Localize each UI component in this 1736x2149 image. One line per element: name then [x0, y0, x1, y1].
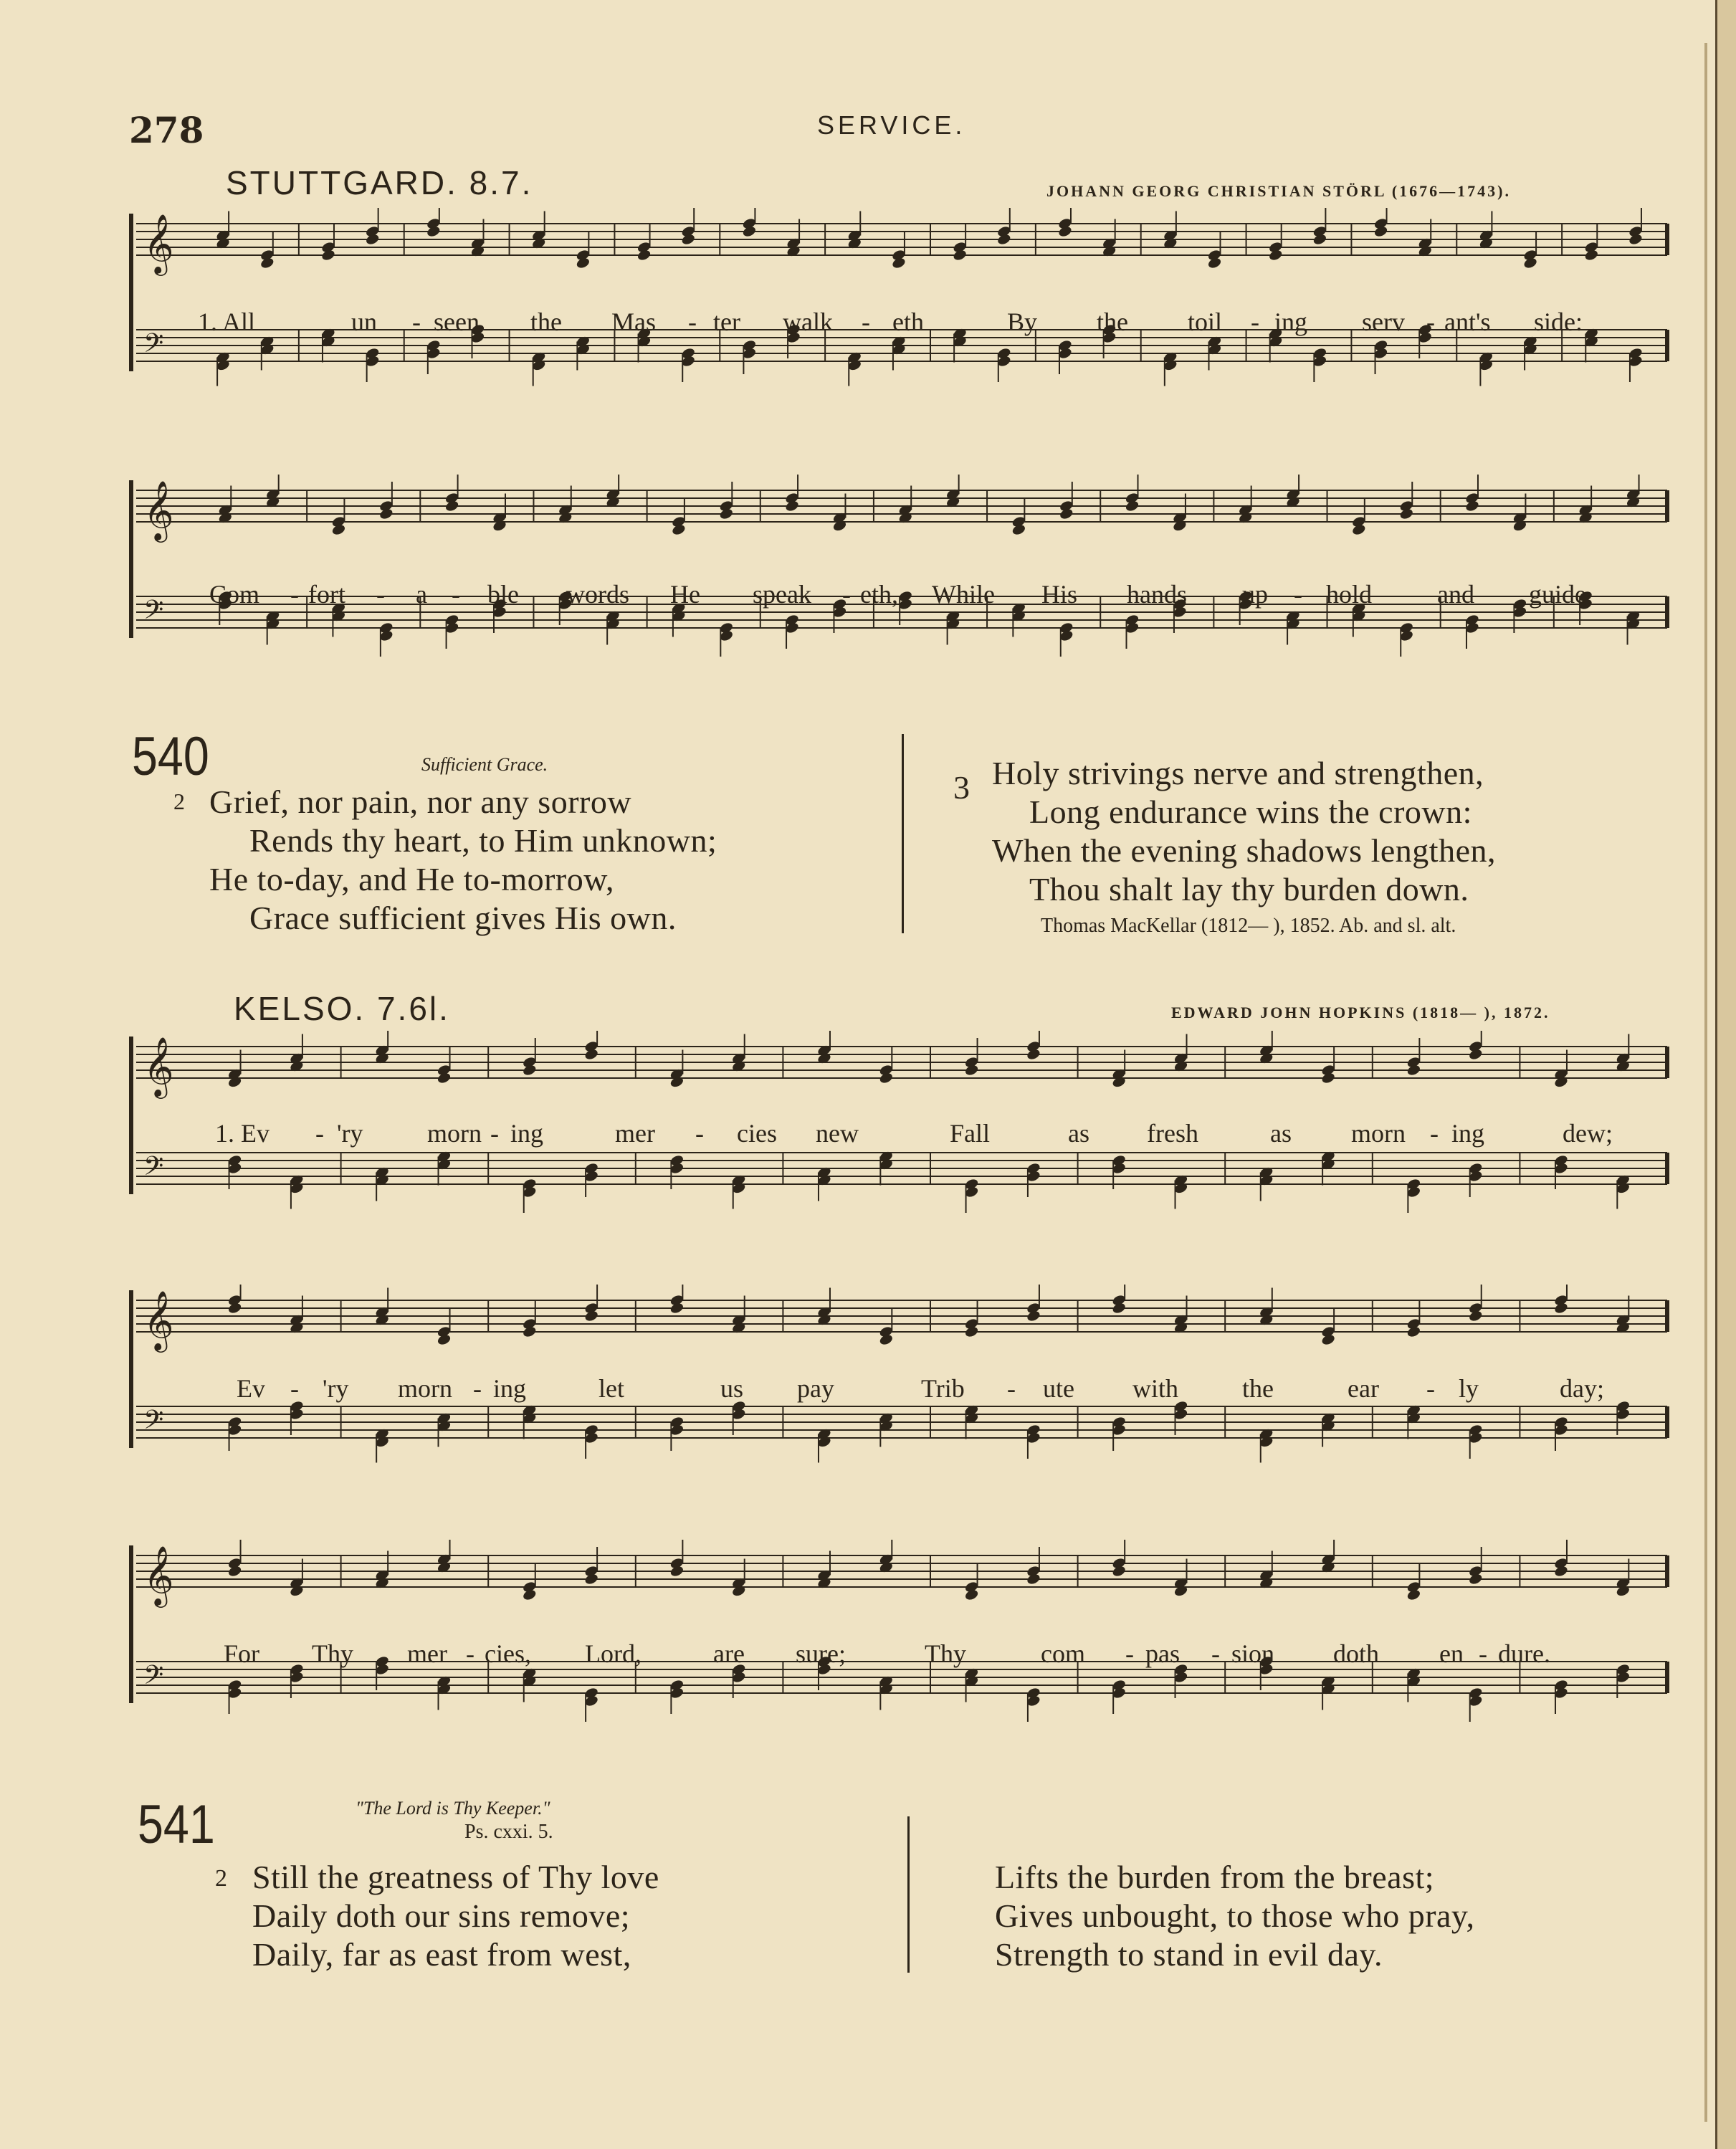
lyric: - — [1125, 1639, 1134, 1668]
tune-name-kelso: KELSO. 7.6l. — [234, 990, 450, 1027]
lyric: sure; — [796, 1639, 846, 1668]
lyric: By — [1007, 308, 1038, 336]
lyric: toil — [1188, 308, 1223, 336]
lyric: the — [1097, 308, 1128, 336]
treble-clef-icon: 𝄞 — [143, 1036, 174, 1096]
lyric: ant's — [1444, 308, 1491, 336]
verse-line: Daily doth our sins remove; — [252, 1897, 631, 1934]
lyric: - — [466, 1639, 474, 1668]
lyric: ing — [1451, 1119, 1485, 1148]
lyric: 1. Ev — [215, 1119, 270, 1148]
lyric: fresh — [1147, 1119, 1198, 1148]
lyric: eth — [892, 308, 924, 336]
lyric: com — [1041, 1639, 1085, 1668]
page-edge-shadow — [1704, 43, 1707, 2122]
lyric: - — [376, 580, 385, 609]
verse-line: Gives unbought, to those who pray, — [995, 1897, 1475, 1934]
lyric: en — [1439, 1639, 1464, 1668]
verse-line: He to-day, and He to-morrow, — [209, 861, 614, 897]
lyric: Ev — [237, 1374, 265, 1403]
treble-clef-icon: 𝄞 — [143, 480, 174, 540]
lyric: - — [1294, 580, 1302, 609]
lyric: - — [1479, 1639, 1487, 1668]
lyric: ing — [493, 1374, 527, 1403]
stanza-number: 3 — [953, 769, 970, 806]
lyric: eth, — [860, 580, 898, 609]
lyric: Mas — [611, 308, 656, 336]
verse-line: Rends thy heart, to Him unknown; — [249, 822, 717, 859]
lyric: dew; — [1563, 1119, 1613, 1148]
lyric: us — [720, 1374, 744, 1403]
lyric: - — [412, 308, 421, 336]
treble-clef-icon: 𝄞 — [143, 1545, 174, 1605]
lyric: seen — [434, 308, 480, 336]
lyric: Thy — [925, 1639, 966, 1668]
lyric: - — [315, 1119, 324, 1148]
lyric: - — [1430, 1119, 1439, 1148]
column-divider — [907, 1816, 910, 1973]
lyric: ear — [1348, 1374, 1379, 1403]
lyric: Lord, — [585, 1639, 642, 1668]
lyric: - — [1426, 1374, 1435, 1403]
lyric: - — [1251, 308, 1259, 336]
lyric: Fall — [950, 1119, 991, 1148]
system-brace — [129, 1545, 133, 1703]
bass-clef-icon: 𝄢 — [143, 1405, 164, 1442]
hymn-number-541: 541 — [138, 1794, 215, 1855]
lyric: - — [688, 308, 697, 336]
lyric: as — [1270, 1119, 1292, 1148]
lyric: - — [490, 1119, 499, 1148]
lyric: speak — [753, 580, 811, 609]
verse-line: Thou shalt lay thy burden down. — [1029, 871, 1469, 907]
lyric: cies, — [485, 1639, 531, 1668]
lyric: hold — [1326, 580, 1373, 609]
lyric: guide. — [1529, 580, 1593, 609]
lyric: the — [1242, 1374, 1274, 1403]
verse-line: Grace sufficient gives His own. — [249, 900, 677, 936]
lyric: Com — [209, 580, 260, 609]
running-title: SERVICE. — [817, 110, 966, 140]
lyric: are — [713, 1639, 745, 1668]
lyric: dure. — [1498, 1639, 1550, 1668]
lyric: doth — [1333, 1639, 1380, 1668]
treble-clef-icon: 𝄞 — [143, 1290, 174, 1350]
lyric: and — [1437, 580, 1474, 609]
composer-storl: JOHANN GEORG CHRISTIAN STÖRL (1676—1743). — [1046, 182, 1512, 200]
scripture-reference: Ps. cxxi. 5. — [464, 1821, 553, 1843]
lyric: words — [566, 580, 629, 609]
lyric: ter — [713, 308, 740, 336]
lyric: sion — [1231, 1639, 1275, 1668]
lyric: mer — [615, 1119, 655, 1148]
lyric: day; — [1560, 1374, 1604, 1403]
lyric: ble — [487, 580, 519, 609]
lyric: mer — [407, 1639, 447, 1668]
verse-line: Still the greatness of Thy love — [252, 1859, 659, 1895]
bass-clef-icon: 𝄢 — [143, 328, 164, 365]
lyric: pas — [1145, 1639, 1180, 1668]
lyric: - — [1211, 1639, 1220, 1668]
lyric: pay — [797, 1374, 834, 1403]
lyric: morn — [427, 1119, 482, 1148]
lyric: up — [1242, 580, 1268, 609]
verse-line: Holy strivings nerve and strengthen, — [992, 755, 1484, 791]
lyric: cies — [737, 1119, 777, 1148]
composer-hopkins: EDWARD JOHN HOPKINS (1818— ), 1872. — [1171, 1004, 1550, 1021]
tune-name-stuttgard: STUTTGARD. 8.7. — [226, 164, 533, 201]
lyric: un — [351, 308, 377, 336]
lyric: 'ry — [337, 1119, 363, 1148]
column-divider — [902, 734, 904, 933]
stanza-number: 2 — [215, 1865, 228, 1892]
verse-line: Long endurance wins the crown: — [1029, 794, 1472, 830]
treble-clef-icon: 𝄞 — [143, 213, 174, 273]
stanza-number: 2 — [173, 788, 186, 814]
system-brace — [129, 1290, 133, 1448]
lyric: - — [290, 1374, 299, 1403]
lyric: morn — [1351, 1119, 1406, 1148]
verse-line: Lifts the burden from the breast; — [995, 1859, 1435, 1895]
system-brace — [129, 480, 133, 638]
lyric: - — [473, 1374, 482, 1403]
lyric: - — [1007, 1374, 1016, 1403]
lyric: - — [862, 308, 870, 336]
lyric: let — [598, 1374, 624, 1403]
music-system-4 — [129, 1285, 1677, 1507]
lyric: ing — [510, 1119, 544, 1148]
lyric: - — [290, 580, 299, 609]
lyric: as — [1068, 1119, 1089, 1148]
lyric: - — [842, 580, 851, 609]
lyric: - — [695, 1119, 704, 1148]
hymn-541-subtitle: "The Lord is Thy Keeper." — [356, 1798, 550, 1819]
hymn-540-subtitle: Sufficient Grace. — [421, 754, 548, 775]
lyric: morn — [398, 1374, 452, 1403]
lyric: ute — [1043, 1374, 1074, 1403]
lyric: the — [530, 308, 562, 336]
lyric: new — [816, 1119, 859, 1148]
lyric: Thy — [312, 1639, 353, 1668]
lyric: ing — [1274, 308, 1308, 336]
bass-clef-icon: 𝄢 — [143, 1151, 164, 1188]
system-brace — [129, 1037, 133, 1194]
lyric: His — [1041, 580, 1078, 609]
lyric: 1. All — [198, 308, 256, 336]
lyric: walk — [783, 308, 833, 336]
system-brace — [129, 214, 133, 371]
lyric: ly — [1459, 1374, 1479, 1403]
page-edge — [1715, 0, 1736, 2149]
lyric: side: — [1534, 308, 1583, 336]
lyric: While — [932, 580, 995, 609]
attribution: Thomas MacKellar (1812— ), 1852. Ab. and sl. alt. — [1041, 915, 1456, 937]
verse-line: Strength to stand in evil day. — [995, 1936, 1383, 1973]
lyric: He — [670, 580, 700, 609]
lyric: a — [416, 580, 427, 609]
lyric: serv — [1362, 308, 1405, 336]
lyric: 'ry — [323, 1374, 349, 1403]
hymn-number-540: 540 — [132, 726, 209, 787]
bass-clef-icon: 𝄢 — [143, 595, 164, 632]
page-number: 278 — [129, 109, 204, 151]
lyric: - — [452, 580, 460, 609]
lyric: For — [224, 1639, 260, 1668]
verse-line: When the evening shadows lengthen, — [992, 832, 1496, 869]
bass-clef-icon: 𝄢 — [143, 1660, 164, 1697]
verse-line: Grief, nor pain, nor any sorrow — [209, 783, 632, 820]
lyric: - — [1426, 308, 1435, 336]
lyric: with — [1132, 1374, 1179, 1403]
lyric: fort — [308, 580, 345, 609]
lyric: Trib — [921, 1374, 965, 1403]
verse-line: Daily, far as east from west, — [252, 1936, 631, 1973]
lyric: hands — [1127, 580, 1187, 609]
